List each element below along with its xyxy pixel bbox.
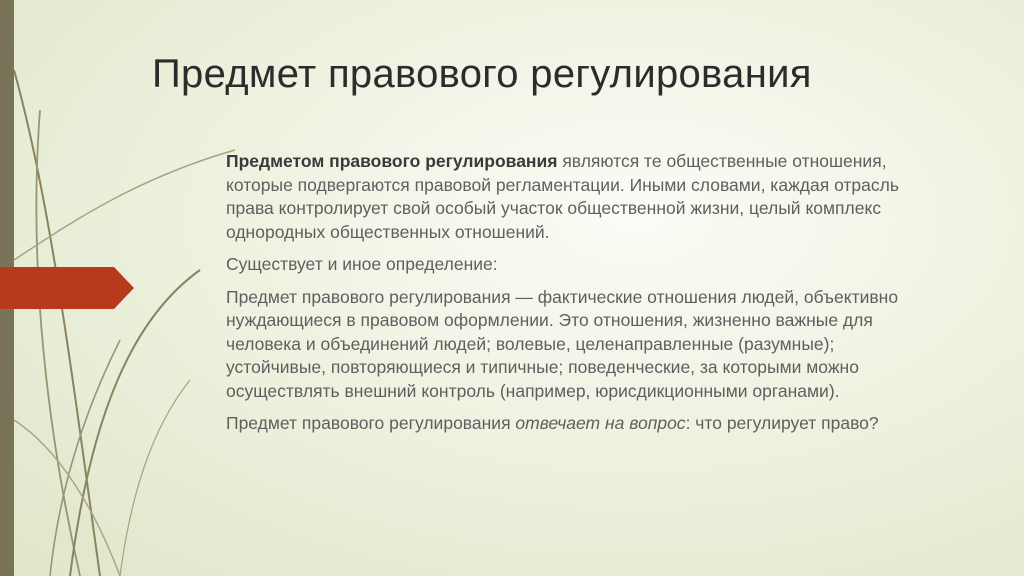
accent-arrow-shape <box>0 267 134 309</box>
paragraph-question <box>226 412 926 436</box>
slide-body <box>226 150 926 445</box>
question-start: Предмет правового регулирования <box>226 413 516 433</box>
definition-term: Предметом правового регулирования <box>226 151 558 171</box>
paragraph-definition <box>226 150 926 244</box>
paragraph-alternative-intro: Существует и иное определение: <box>226 254 498 274</box>
question-end: : что регулирует право? <box>685 413 879 433</box>
question-emphasis: отвечает на вопрос <box>515 413 686 433</box>
definition-text: являются те общественные отношения, которые подвергаются правовой регламентации. Иными словами, каждая отрасль права контролирует свой особый участок общественной жизни, целый комплекс однородных общественных отношений. <box>226 151 899 242</box>
paragraph-alternative-definition: Предмет правового регулирования — фактические отношения людей, объективно нуждающиеся в правовом оформлении. Это отношения, жизненно важные для человека и объединений людей; волевые, целенаправленные (разумные); устойчивые, повторяющиеся и типичные; поведенческие, за которыми можно осуществлять внешний контроль (например, юрисдикционными органами). <box>226 286 899 401</box>
slide-title: Предмет правового регулирования <box>152 52 812 96</box>
